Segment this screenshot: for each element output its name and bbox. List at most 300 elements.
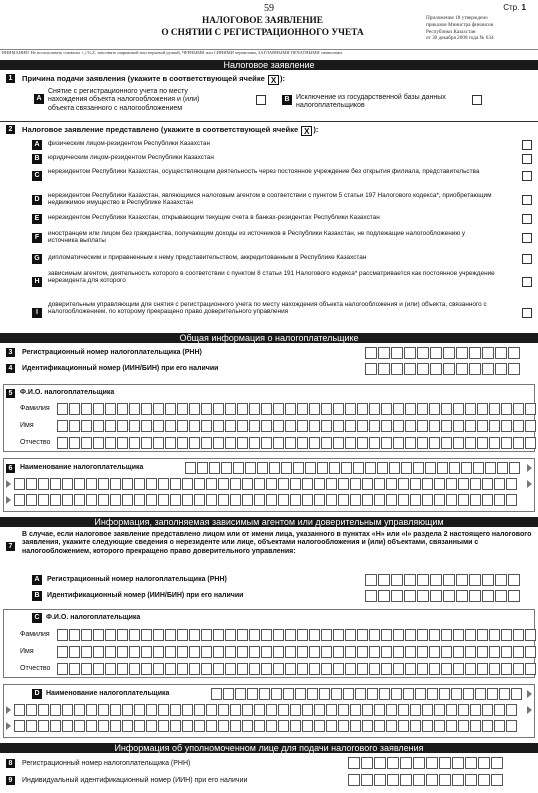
char-cell[interactable] — [321, 646, 332, 658]
char-cell[interactable] — [117, 420, 128, 432]
section-2-item-checkbox[interactable] — [522, 195, 532, 205]
char-cell[interactable] — [290, 704, 301, 716]
char-cell[interactable] — [273, 629, 284, 641]
char-cell[interactable] — [430, 574, 442, 586]
char-cell[interactable] — [201, 437, 212, 449]
char-cell[interactable] — [429, 420, 440, 432]
char-cell[interactable] — [393, 437, 404, 449]
char-cell[interactable] — [69, 420, 80, 432]
section-2-item-checkbox[interactable] — [522, 254, 532, 264]
char-cell[interactable] — [417, 347, 429, 359]
char-cell[interactable] — [355, 688, 366, 700]
nonresident-rnn-field[interactable] — [365, 574, 521, 586]
char-cell[interactable] — [374, 704, 385, 716]
char-cell[interactable] — [326, 494, 337, 506]
char-cell[interactable] — [391, 574, 403, 586]
char-cell[interactable] — [525, 437, 536, 449]
char-cell[interactable] — [271, 688, 282, 700]
section-1-b-checkbox[interactable] — [472, 95, 482, 105]
char-cell[interactable] — [98, 478, 109, 490]
char-cell[interactable] — [26, 720, 37, 732]
char-cell[interactable] — [369, 420, 380, 432]
char-cell[interactable] — [430, 363, 442, 375]
char-cell[interactable] — [221, 462, 232, 474]
section-2-item-checkbox[interactable] — [522, 233, 532, 243]
char-cell[interactable] — [381, 437, 392, 449]
char-cell[interactable] — [378, 347, 390, 359]
authorized-rnn-field[interactable] — [348, 757, 504, 769]
iin-bin-field[interactable] — [365, 363, 521, 375]
char-cell[interactable] — [465, 629, 476, 641]
char-cell[interactable] — [441, 629, 452, 641]
char-cell[interactable] — [237, 403, 248, 415]
char-cell[interactable] — [297, 437, 308, 449]
char-cell[interactable] — [266, 720, 277, 732]
char-cell[interactable] — [153, 420, 164, 432]
char-cell[interactable] — [257, 462, 268, 474]
char-cell[interactable] — [456, 574, 468, 586]
char-cell[interactable] — [469, 574, 481, 586]
char-cell[interactable] — [189, 646, 200, 658]
char-cell[interactable] — [297, 629, 308, 641]
char-cell[interactable] — [429, 403, 440, 415]
char-cell[interactable] — [456, 590, 468, 602]
char-cell[interactable] — [458, 704, 469, 716]
char-cell[interactable] — [506, 704, 517, 716]
char-cell[interactable] — [374, 478, 385, 490]
char-cell[interactable] — [453, 420, 464, 432]
char-cell[interactable] — [489, 663, 500, 675]
char-cell[interactable] — [362, 478, 373, 490]
char-cell[interactable] — [57, 403, 68, 415]
char-cell[interactable] — [93, 663, 104, 675]
char-cell[interactable] — [321, 437, 332, 449]
char-cell[interactable] — [93, 437, 104, 449]
char-cell[interactable] — [305, 462, 316, 474]
char-cell[interactable] — [513, 646, 524, 658]
char-cell[interactable] — [261, 646, 272, 658]
char-cell[interactable] — [477, 629, 488, 641]
char-cell[interactable] — [105, 403, 116, 415]
char-cell[interactable] — [422, 494, 433, 506]
char-cell[interactable] — [62, 478, 73, 490]
char-cell[interactable] — [317, 462, 328, 474]
char-cell[interactable] — [297, 403, 308, 415]
char-cell[interactable] — [269, 462, 280, 474]
char-cell[interactable] — [141, 420, 152, 432]
char-cell[interactable] — [302, 494, 313, 506]
char-cell[interactable] — [69, 629, 80, 641]
char-cell[interactable] — [426, 757, 438, 769]
char-cell[interactable] — [374, 494, 385, 506]
char-cell[interactable] — [141, 403, 152, 415]
char-cell[interactable] — [525, 629, 536, 641]
char-cell[interactable] — [129, 420, 140, 432]
char-cell[interactable] — [353, 462, 364, 474]
taxpayer-name-field-2[interactable] — [14, 478, 518, 490]
char-cell[interactable] — [405, 629, 416, 641]
char-cell[interactable] — [381, 629, 392, 641]
char-cell[interactable] — [98, 720, 109, 732]
char-cell[interactable] — [461, 462, 472, 474]
char-cell[interactable] — [223, 688, 234, 700]
char-cell[interactable] — [465, 663, 476, 675]
char-cell[interactable] — [206, 478, 217, 490]
char-cell[interactable] — [177, 437, 188, 449]
char-cell[interactable] — [446, 720, 457, 732]
char-cell[interactable] — [489, 646, 500, 658]
char-cell[interactable] — [417, 403, 428, 415]
char-cell[interactable] — [86, 494, 97, 506]
char-cell[interactable] — [309, 403, 320, 415]
char-cell[interactable] — [362, 704, 373, 716]
char-cell[interactable] — [218, 494, 229, 506]
char-cell[interactable] — [185, 462, 196, 474]
char-cell[interactable] — [326, 704, 337, 716]
char-cell[interactable] — [259, 688, 270, 700]
char-cell[interactable] — [482, 574, 494, 586]
char-cell[interactable] — [209, 462, 220, 474]
char-cell[interactable] — [405, 663, 416, 675]
char-cell[interactable] — [379, 688, 390, 700]
char-cell[interactable] — [285, 646, 296, 658]
char-cell[interactable] — [475, 688, 486, 700]
char-cell[interactable] — [361, 774, 373, 786]
char-cell[interactable] — [69, 403, 80, 415]
char-cell[interactable] — [417, 363, 429, 375]
nonresident-iin-bin-field[interactable] — [365, 590, 521, 602]
char-cell[interactable] — [189, 420, 200, 432]
char-cell[interactable] — [225, 437, 236, 449]
char-cell[interactable] — [206, 704, 217, 716]
char-cell[interactable] — [242, 494, 253, 506]
char-cell[interactable] — [350, 478, 361, 490]
char-cell[interactable] — [400, 757, 412, 769]
char-cell[interactable] — [329, 462, 340, 474]
char-cell[interactable] — [378, 363, 390, 375]
char-cell[interactable] — [345, 663, 356, 675]
char-cell[interactable] — [117, 663, 128, 675]
char-cell[interactable] — [254, 494, 265, 506]
char-cell[interactable] — [261, 403, 272, 415]
char-cell[interactable] — [177, 420, 188, 432]
char-cell[interactable] — [285, 403, 296, 415]
char-cell[interactable] — [413, 462, 424, 474]
char-cell[interactable] — [389, 462, 400, 474]
char-cell[interactable] — [417, 420, 428, 432]
char-cell[interactable] — [410, 478, 421, 490]
char-cell[interactable] — [508, 363, 520, 375]
char-cell[interactable] — [249, 629, 260, 641]
section-2-item-checkbox[interactable] — [522, 308, 532, 318]
char-cell[interactable] — [134, 494, 145, 506]
char-cell[interactable] — [182, 720, 193, 732]
char-cell[interactable] — [50, 478, 61, 490]
char-cell[interactable] — [415, 688, 426, 700]
char-cell[interactable] — [381, 663, 392, 675]
char-cell[interactable] — [249, 437, 260, 449]
char-cell[interactable] — [485, 462, 496, 474]
char-cell[interactable] — [309, 629, 320, 641]
char-cell[interactable] — [141, 663, 152, 675]
char-cell[interactable] — [513, 629, 524, 641]
char-cell[interactable] — [295, 688, 306, 700]
char-cell[interactable] — [98, 494, 109, 506]
char-cell[interactable] — [249, 420, 260, 432]
char-cell[interactable] — [218, 704, 229, 716]
char-cell[interactable] — [230, 494, 241, 506]
char-cell[interactable] — [338, 720, 349, 732]
char-cell[interactable] — [434, 720, 445, 732]
char-cell[interactable] — [477, 646, 488, 658]
char-cell[interactable] — [254, 720, 265, 732]
char-cell[interactable] — [153, 646, 164, 658]
char-cell[interactable] — [194, 494, 205, 506]
char-cell[interactable] — [273, 437, 284, 449]
char-cell[interactable] — [177, 403, 188, 415]
char-cell[interactable] — [452, 774, 464, 786]
char-cell[interactable] — [357, 646, 368, 658]
char-cell[interactable] — [98, 704, 109, 716]
char-cell[interactable] — [146, 494, 157, 506]
section-2-item-checkbox[interactable] — [522, 277, 532, 287]
char-cell[interactable] — [369, 403, 380, 415]
char-cell[interactable] — [233, 462, 244, 474]
char-cell[interactable] — [290, 494, 301, 506]
char-cell[interactable] — [74, 704, 85, 716]
char-cell[interactable] — [525, 646, 536, 658]
char-cell[interactable] — [74, 478, 85, 490]
char-cell[interactable] — [57, 629, 68, 641]
char-cell[interactable] — [410, 494, 421, 506]
char-cell[interactable] — [69, 646, 80, 658]
char-cell[interactable] — [350, 704, 361, 716]
char-cell[interactable] — [427, 688, 438, 700]
char-cell[interactable] — [333, 646, 344, 658]
nonresident-surname-field[interactable] — [57, 629, 537, 641]
char-cell[interactable] — [165, 629, 176, 641]
char-cell[interactable] — [254, 478, 265, 490]
char-cell[interactable] — [437, 462, 448, 474]
char-cell[interactable] — [14, 494, 25, 506]
name-field[interactable] — [57, 420, 537, 432]
char-cell[interactable] — [501, 403, 512, 415]
char-cell[interactable] — [134, 720, 145, 732]
char-cell[interactable] — [38, 478, 49, 490]
char-cell[interactable] — [242, 478, 253, 490]
char-cell[interactable] — [453, 663, 464, 675]
char-cell[interactable] — [50, 720, 61, 732]
char-cell[interactable] — [401, 462, 412, 474]
char-cell[interactable] — [477, 437, 488, 449]
char-cell[interactable] — [307, 688, 318, 700]
char-cell[interactable] — [456, 363, 468, 375]
char-cell[interactable] — [513, 663, 524, 675]
char-cell[interactable] — [302, 704, 313, 716]
char-cell[interactable] — [362, 494, 373, 506]
section-2-item-checkbox[interactable] — [522, 154, 532, 164]
char-cell[interactable] — [338, 478, 349, 490]
char-cell[interactable] — [422, 478, 433, 490]
char-cell[interactable] — [158, 704, 169, 716]
char-cell[interactable] — [165, 646, 176, 658]
char-cell[interactable] — [429, 437, 440, 449]
char-cell[interactable] — [345, 403, 356, 415]
char-cell[interactable] — [245, 462, 256, 474]
char-cell[interactable] — [482, 347, 494, 359]
char-cell[interactable] — [405, 420, 416, 432]
char-cell[interactable] — [434, 494, 445, 506]
char-cell[interactable] — [201, 629, 212, 641]
char-cell[interactable] — [494, 720, 505, 732]
char-cell[interactable] — [497, 462, 508, 474]
char-cell[interactable] — [458, 720, 469, 732]
char-cell[interactable] — [345, 646, 356, 658]
nonresident-patronymic-field[interactable] — [57, 663, 537, 675]
char-cell[interactable] — [453, 437, 464, 449]
char-cell[interactable] — [230, 720, 241, 732]
char-cell[interactable] — [86, 720, 97, 732]
char-cell[interactable] — [446, 494, 457, 506]
char-cell[interactable] — [417, 574, 429, 586]
char-cell[interactable] — [369, 646, 380, 658]
char-cell[interactable] — [387, 774, 399, 786]
char-cell[interactable] — [314, 704, 325, 716]
char-cell[interactable] — [146, 720, 157, 732]
char-cell[interactable] — [38, 720, 49, 732]
char-cell[interactable] — [206, 494, 217, 506]
char-cell[interactable] — [74, 494, 85, 506]
char-cell[interactable] — [465, 437, 476, 449]
char-cell[interactable] — [494, 494, 505, 506]
char-cell[interactable] — [283, 688, 294, 700]
char-cell[interactable] — [361, 757, 373, 769]
char-cell[interactable] — [477, 420, 488, 432]
char-cell[interactable] — [453, 629, 464, 641]
char-cell[interactable] — [62, 494, 73, 506]
char-cell[interactable] — [230, 478, 241, 490]
char-cell[interactable] — [443, 363, 455, 375]
char-cell[interactable] — [74, 720, 85, 732]
char-cell[interactable] — [170, 704, 181, 716]
char-cell[interactable] — [249, 663, 260, 675]
char-cell[interactable] — [413, 774, 425, 786]
char-cell[interactable] — [453, 403, 464, 415]
taxpayer-name-field-1[interactable] — [185, 462, 521, 474]
char-cell[interactable] — [153, 437, 164, 449]
char-cell[interactable] — [357, 403, 368, 415]
char-cell[interactable] — [218, 478, 229, 490]
section-1-a-checkbox[interactable] — [256, 95, 266, 105]
char-cell[interactable] — [189, 663, 200, 675]
surname-field[interactable] — [57, 403, 537, 415]
char-cell[interactable] — [345, 420, 356, 432]
char-cell[interactable] — [391, 347, 403, 359]
char-cell[interactable] — [369, 629, 380, 641]
char-cell[interactable] — [333, 403, 344, 415]
char-cell[interactable] — [153, 629, 164, 641]
char-cell[interactable] — [404, 363, 416, 375]
char-cell[interactable] — [429, 629, 440, 641]
char-cell[interactable] — [242, 720, 253, 732]
char-cell[interactable] — [501, 629, 512, 641]
char-cell[interactable] — [501, 663, 512, 675]
char-cell[interactable] — [410, 704, 421, 716]
char-cell[interactable] — [458, 494, 469, 506]
char-cell[interactable] — [469, 347, 481, 359]
char-cell[interactable] — [261, 437, 272, 449]
char-cell[interactable] — [393, 646, 404, 658]
char-cell[interactable] — [434, 704, 445, 716]
char-cell[interactable] — [117, 629, 128, 641]
char-cell[interactable] — [321, 420, 332, 432]
char-cell[interactable] — [50, 704, 61, 716]
char-cell[interactable] — [57, 420, 68, 432]
char-cell[interactable] — [285, 663, 296, 675]
char-cell[interactable] — [197, 462, 208, 474]
char-cell[interactable] — [237, 420, 248, 432]
char-cell[interactable] — [26, 494, 37, 506]
char-cell[interactable] — [230, 704, 241, 716]
char-cell[interactable] — [321, 403, 332, 415]
char-cell[interactable] — [110, 494, 121, 506]
char-cell[interactable] — [513, 403, 524, 415]
char-cell[interactable] — [451, 688, 462, 700]
char-cell[interactable] — [381, 420, 392, 432]
char-cell[interactable] — [405, 437, 416, 449]
char-cell[interactable] — [369, 663, 380, 675]
char-cell[interactable] — [93, 646, 104, 658]
char-cell[interactable] — [400, 774, 412, 786]
char-cell[interactable] — [278, 704, 289, 716]
char-cell[interactable] — [465, 757, 477, 769]
char-cell[interactable] — [266, 704, 277, 716]
char-cell[interactable] — [357, 420, 368, 432]
char-cell[interactable] — [110, 720, 121, 732]
char-cell[interactable] — [425, 462, 436, 474]
char-cell[interactable] — [491, 774, 503, 786]
char-cell[interactable] — [225, 629, 236, 641]
char-cell[interactable] — [129, 663, 140, 675]
char-cell[interactable] — [278, 494, 289, 506]
char-cell[interactable] — [141, 646, 152, 658]
char-cell[interactable] — [309, 646, 320, 658]
char-cell[interactable] — [348, 757, 360, 769]
char-cell[interactable] — [314, 494, 325, 506]
char-cell[interactable] — [302, 720, 313, 732]
char-cell[interactable] — [86, 478, 97, 490]
char-cell[interactable] — [508, 574, 520, 586]
char-cell[interactable] — [439, 757, 451, 769]
char-cell[interactable] — [365, 363, 377, 375]
char-cell[interactable] — [525, 663, 536, 675]
char-cell[interactable] — [165, 420, 176, 432]
char-cell[interactable] — [129, 403, 140, 415]
char-cell[interactable] — [446, 478, 457, 490]
char-cell[interactable] — [393, 403, 404, 415]
char-cell[interactable] — [62, 720, 73, 732]
char-cell[interactable] — [525, 420, 536, 432]
char-cell[interactable] — [225, 663, 236, 675]
char-cell[interactable] — [441, 420, 452, 432]
char-cell[interactable] — [449, 462, 460, 474]
char-cell[interactable] — [494, 704, 505, 716]
char-cell[interactable] — [81, 663, 92, 675]
char-cell[interactable] — [110, 478, 121, 490]
char-cell[interactable] — [417, 437, 428, 449]
char-cell[interactable] — [189, 629, 200, 641]
char-cell[interactable] — [470, 494, 481, 506]
